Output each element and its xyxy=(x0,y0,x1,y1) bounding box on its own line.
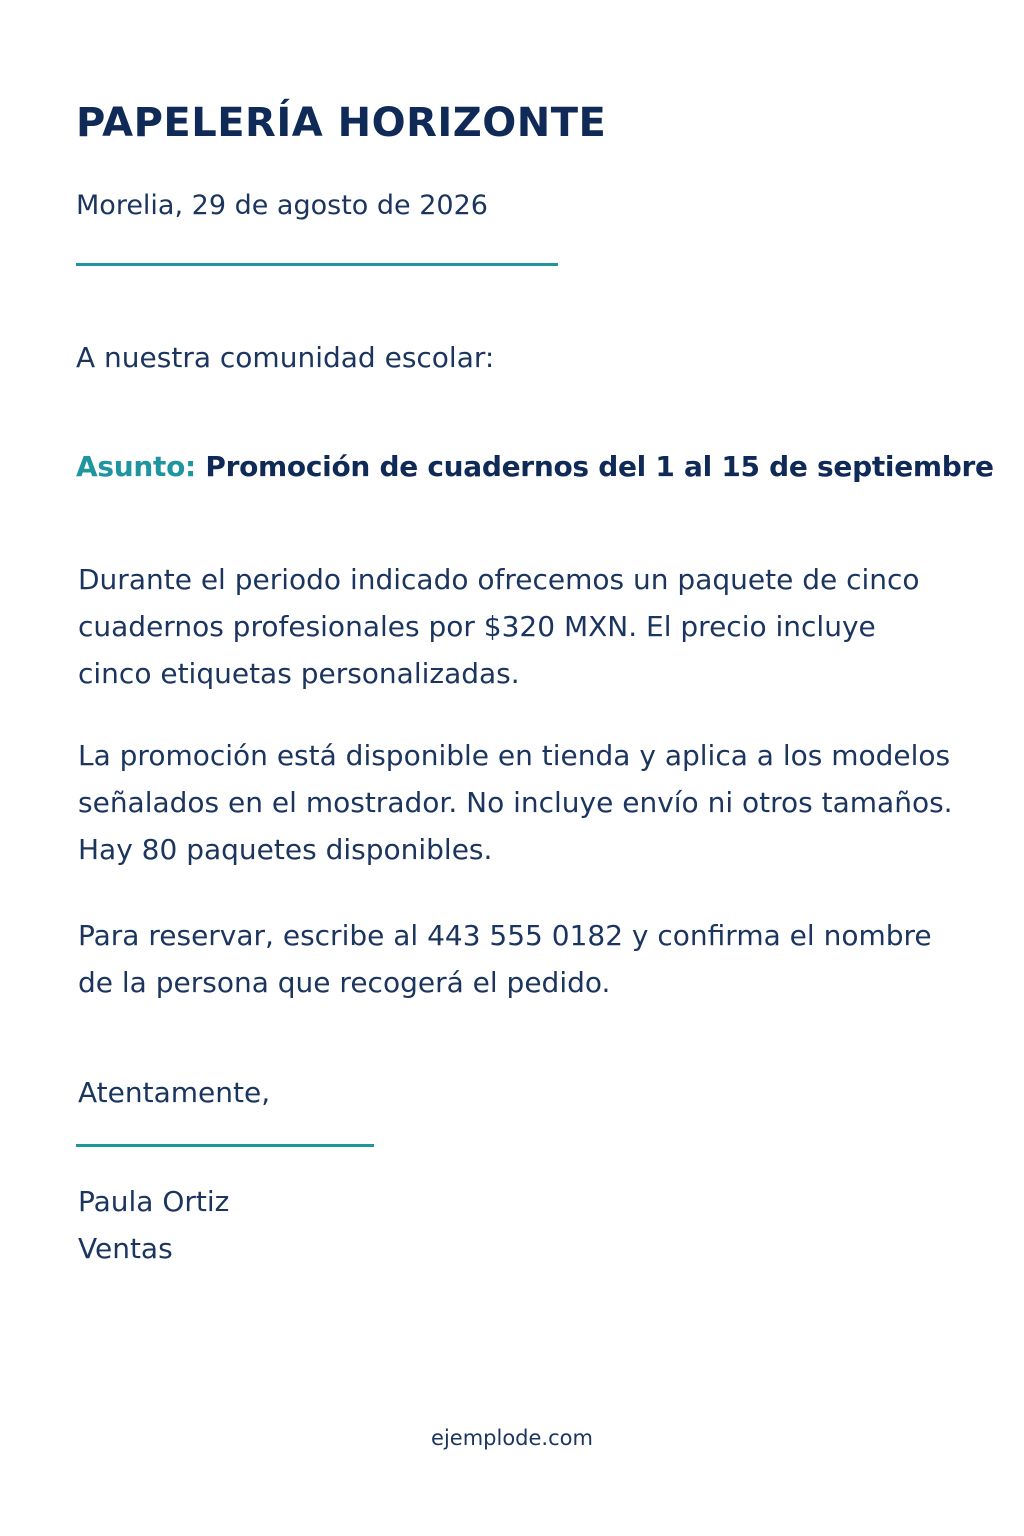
body-paragraph-3: Para reservar, escribe al 443 555 0182 y confirma el nombre de la persona que recogerá el pedido. xyxy=(78,919,932,999)
signer-name: Paula Ortiz xyxy=(78,1185,230,1218)
signature-line xyxy=(76,1144,374,1147)
subject-line xyxy=(76,450,994,483)
subject-label: Asunto: xyxy=(76,450,196,483)
subject-text: Promoción de cuadernos del 1 al 15 de septiembre xyxy=(205,450,994,483)
footer-website: ejemplode.com xyxy=(431,1426,593,1450)
header-divider xyxy=(76,263,558,266)
closing: Atentamente, xyxy=(78,1076,271,1109)
signer-role: Ventas xyxy=(78,1232,173,1265)
letter-date: Morelia, 29 de agosto de 2026 xyxy=(76,190,488,221)
body-paragraph-2: La promoción está disponible en tienda y aplica a los modelos señalados en el mostrador. No incluye envío ni otros tamaños. Hay 80 paquetes disponibles. xyxy=(78,739,953,866)
body-paragraph-1: Durante el periodo indicado ofrecemos un paquete de cinco cuadernos profesionales por $320 MXN. El precio incluye cinco etiquetas personalizadas. xyxy=(78,563,920,690)
salutation: A nuestra comunidad escolar: xyxy=(76,341,495,374)
company-name: PAPELERÍA HORIZONTE xyxy=(76,100,607,146)
